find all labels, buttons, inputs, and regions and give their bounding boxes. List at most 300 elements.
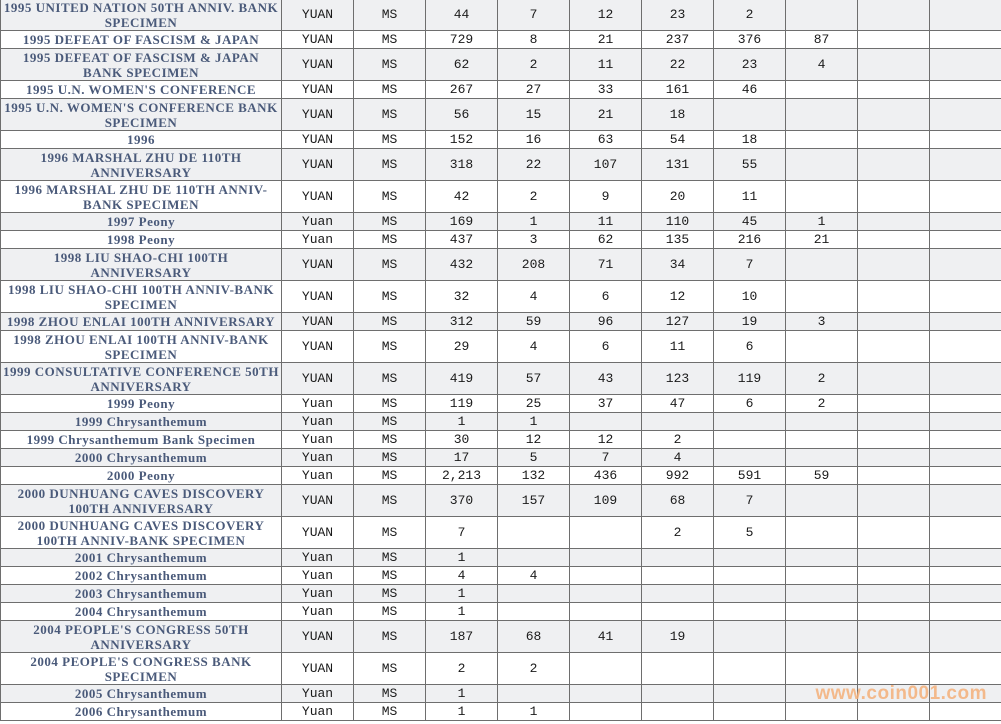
grade-count-cell: [570, 567, 642, 585]
grade-count-cell: [930, 703, 1001, 721]
grade-count-cell: 110: [642, 213, 714, 231]
grade-cell: MS: [354, 449, 426, 467]
table-row: [1, 449, 1001, 467]
currency-cell: Yuan: [282, 567, 354, 585]
total-count-cell: 29: [426, 331, 498, 363]
grade-count-cell: 132: [498, 467, 570, 485]
total-count-cell: 119: [426, 395, 498, 413]
total-count-cell: 1: [426, 603, 498, 621]
coin-name-cell: 1996 MARSHAL ZHU DE 110TH ANNIV-BANK SPECIMEN: [1, 181, 282, 213]
grade-cell: MS: [354, 549, 426, 567]
table-row: [1, 621, 1001, 653]
grade-count-cell: 10: [714, 281, 786, 313]
coin-name-cell: 2001 Chrysanthemum: [1, 549, 282, 567]
grade-count-cell: 23: [642, 0, 714, 31]
currency-cell: Yuan: [282, 549, 354, 567]
total-count-cell: 370: [426, 485, 498, 517]
grade-count-cell: [930, 331, 1001, 363]
currency-cell: YUAN: [282, 485, 354, 517]
currency-cell: YUAN: [282, 331, 354, 363]
table-row: [1, 31, 1001, 49]
grade-count-cell: [786, 249, 858, 281]
grade-count-cell: [786, 603, 858, 621]
currency-cell: YUAN: [282, 249, 354, 281]
grade-count-cell: 68: [642, 485, 714, 517]
grade-count-cell: [930, 449, 1001, 467]
currency-cell: YUAN: [282, 653, 354, 685]
table-row: [1, 49, 1001, 81]
grade-count-cell: [930, 395, 1001, 413]
grade-count-cell: 2: [498, 653, 570, 685]
table-row: [1, 603, 1001, 621]
total-count-cell: 432: [426, 249, 498, 281]
table-row: [1, 0, 1001, 31]
grade-count-cell: 3: [498, 231, 570, 249]
grade-count-cell: [498, 685, 570, 703]
grade-count-cell: 6: [714, 395, 786, 413]
total-count-cell: 187: [426, 621, 498, 653]
grade-count-cell: [642, 685, 714, 703]
grade-count-cell: 2: [786, 363, 858, 395]
coin-name-cell: 1997 Peony: [1, 213, 282, 231]
table-row: [1, 653, 1001, 685]
table-row: [1, 485, 1001, 517]
grade-cell: MS: [354, 467, 426, 485]
total-count-cell: 17: [426, 449, 498, 467]
grade-count-cell: [930, 0, 1001, 31]
table-row: [1, 363, 1001, 395]
grade-count-cell: [714, 549, 786, 567]
currency-cell: YUAN: [282, 31, 354, 49]
grade-count-cell: [786, 517, 858, 549]
grade-count-cell: [786, 703, 858, 721]
grade-count-cell: [858, 313, 930, 331]
grade-count-cell: 6: [570, 331, 642, 363]
grade-count-cell: 161: [642, 81, 714, 99]
table-row: [1, 213, 1001, 231]
grade-count-cell: [930, 149, 1001, 181]
grade-count-cell: 27: [498, 81, 570, 99]
grade-count-cell: 7: [714, 485, 786, 517]
coin-name-cell: 1999 Chrysanthemum Bank Specimen: [1, 431, 282, 449]
grade-count-cell: 11: [570, 213, 642, 231]
grade-count-cell: 37: [570, 395, 642, 413]
coin-name-cell: 1995 DEFEAT OF FASCISM & JAPAN: [1, 31, 282, 49]
table-row: [1, 313, 1001, 331]
grade-count-cell: 7: [714, 249, 786, 281]
grade-count-cell: [714, 431, 786, 449]
grade-count-cell: [930, 467, 1001, 485]
grade-count-cell: 62: [570, 231, 642, 249]
currency-cell: YUAN: [282, 99, 354, 131]
grade-count-cell: 237: [642, 31, 714, 49]
grade-count-cell: 11: [570, 49, 642, 81]
grade-count-cell: [714, 585, 786, 603]
grade-count-cell: [858, 0, 930, 31]
grade-count-cell: [858, 231, 930, 249]
grade-count-cell: [714, 99, 786, 131]
coin-name-cell: 1998 ZHOU ENLAI 100TH ANNIVERSARY: [1, 313, 282, 331]
grade-count-cell: [930, 485, 1001, 517]
grade-count-cell: [858, 31, 930, 49]
grade-count-cell: [858, 449, 930, 467]
grade-count-cell: [930, 131, 1001, 149]
grade-count-cell: [714, 621, 786, 653]
grade-count-cell: 45: [714, 213, 786, 231]
grade-count-cell: [858, 703, 930, 721]
coin-name-cell: 2000 DUNHUANG CAVES DISCOVERY 100TH ANNIV-BANK SPECIMEN: [1, 517, 282, 549]
grade-count-cell: [858, 281, 930, 313]
grade-count-cell: 5: [714, 517, 786, 549]
coin-name-cell: 2006 Chrysanthemum: [1, 703, 282, 721]
total-count-cell: 1: [426, 703, 498, 721]
grade-count-cell: 6: [714, 331, 786, 363]
total-count-cell: 7: [426, 517, 498, 549]
grade-count-cell: 1: [498, 413, 570, 431]
grade-count-cell: [930, 81, 1001, 99]
grade-count-cell: 135: [642, 231, 714, 249]
total-count-cell: 44: [426, 0, 498, 31]
grade-count-cell: 2: [714, 0, 786, 31]
watermark: www.coin001.com: [815, 683, 987, 704]
total-count-cell: 1: [426, 685, 498, 703]
grade-count-cell: [570, 549, 642, 567]
grade-count-cell: 4: [498, 281, 570, 313]
currency-cell: Yuan: [282, 413, 354, 431]
coin-name-cell: 1998 Peony: [1, 231, 282, 249]
grade-count-cell: [570, 653, 642, 685]
grade-count-cell: 107: [570, 149, 642, 181]
grade-count-cell: 21: [786, 231, 858, 249]
grade-count-cell: 22: [642, 49, 714, 81]
grade-count-cell: [858, 213, 930, 231]
grade-count-cell: [930, 249, 1001, 281]
total-count-cell: 2,213: [426, 467, 498, 485]
grade-cell: MS: [354, 567, 426, 585]
total-count-cell: 1: [426, 549, 498, 567]
grade-count-cell: [714, 567, 786, 585]
grade-count-cell: 12: [498, 431, 570, 449]
grade-cell: MS: [354, 431, 426, 449]
grade-count-cell: 2: [642, 431, 714, 449]
currency-cell: Yuan: [282, 231, 354, 249]
total-count-cell: 1: [426, 585, 498, 603]
grade-count-cell: 41: [570, 621, 642, 653]
grade-cell: MS: [354, 485, 426, 517]
coin-name-cell: 2005 Chrysanthemum: [1, 685, 282, 703]
grade-count-cell: [570, 517, 642, 549]
grade-count-cell: [642, 585, 714, 603]
grade-count-cell: [786, 431, 858, 449]
grade-count-cell: 68: [498, 621, 570, 653]
table-row: [1, 331, 1001, 363]
coin-name-cell: 2002 Chrysanthemum: [1, 567, 282, 585]
total-count-cell: 2: [426, 653, 498, 685]
grade-count-cell: [786, 99, 858, 131]
total-count-cell: 30: [426, 431, 498, 449]
currency-cell: Yuan: [282, 431, 354, 449]
coin-name-cell: 1995 U.N. WOMEN'S CONFERENCE: [1, 81, 282, 99]
grade-count-cell: 109: [570, 485, 642, 517]
grade-count-cell: [858, 431, 930, 449]
grade-cell: MS: [354, 413, 426, 431]
grade-count-cell: [570, 413, 642, 431]
currency-cell: YUAN: [282, 0, 354, 31]
grade-count-cell: [714, 449, 786, 467]
grade-cell: MS: [354, 149, 426, 181]
grade-count-cell: 4: [642, 449, 714, 467]
grade-count-cell: [786, 413, 858, 431]
grade-count-cell: 20: [642, 181, 714, 213]
grade-count-cell: [570, 585, 642, 603]
grade-count-cell: 1: [786, 213, 858, 231]
currency-cell: Yuan: [282, 467, 354, 485]
grade-count-cell: [714, 603, 786, 621]
coin-name-cell: 2000 DUNHUANG CAVES DISCOVERY 100TH ANNIVERSARY: [1, 485, 282, 517]
grade-count-cell: 16: [498, 131, 570, 149]
grade-count-cell: [858, 467, 930, 485]
grade-count-cell: 123: [642, 363, 714, 395]
table-row: [1, 413, 1001, 431]
grade-count-cell: [714, 703, 786, 721]
grade-count-cell: 2: [498, 49, 570, 81]
grade-count-cell: [786, 81, 858, 99]
grade-count-cell: [930, 585, 1001, 603]
coin-name-cell: 2000 Peony: [1, 467, 282, 485]
total-count-cell: 318: [426, 149, 498, 181]
currency-cell: Yuan: [282, 449, 354, 467]
grade-count-cell: 4: [786, 49, 858, 81]
grade-count-cell: 4: [498, 331, 570, 363]
coin-name-cell: 1999 Peony: [1, 395, 282, 413]
grade-count-cell: [642, 413, 714, 431]
grade-count-cell: 6: [570, 281, 642, 313]
grade-count-cell: [930, 49, 1001, 81]
grade-count-cell: [858, 363, 930, 395]
grade-count-cell: 59: [786, 467, 858, 485]
grade-count-cell: [930, 621, 1001, 653]
grade-count-cell: [930, 99, 1001, 131]
grade-count-cell: 22: [498, 149, 570, 181]
grade-count-cell: [498, 585, 570, 603]
table-row: [1, 249, 1001, 281]
grade-count-cell: [858, 517, 930, 549]
grade-count-cell: 1: [498, 703, 570, 721]
grade-count-cell: [498, 549, 570, 567]
grade-count-cell: [858, 131, 930, 149]
grade-count-cell: 376: [714, 31, 786, 49]
grade-count-cell: [930, 363, 1001, 395]
grade-cell: MS: [354, 585, 426, 603]
coin-name-cell: 2004 PEOPLE'S CONGRESS 50TH ANNIVERSARY: [1, 621, 282, 653]
grade-count-cell: [786, 149, 858, 181]
currency-cell: YUAN: [282, 131, 354, 149]
total-count-cell: 729: [426, 31, 498, 49]
grade-count-cell: 19: [642, 621, 714, 653]
grade-cell: MS: [354, 517, 426, 549]
grade-count-cell: [858, 549, 930, 567]
grade-count-cell: 21: [570, 31, 642, 49]
grade-count-cell: [714, 653, 786, 685]
grade-count-cell: 119: [714, 363, 786, 395]
grade-count-cell: [498, 517, 570, 549]
grade-count-cell: [858, 485, 930, 517]
currency-cell: YUAN: [282, 621, 354, 653]
grade-count-cell: [714, 413, 786, 431]
grade-count-cell: 71: [570, 249, 642, 281]
grade-count-cell: 436: [570, 467, 642, 485]
table-row: [1, 567, 1001, 585]
grade-count-cell: 87: [786, 31, 858, 49]
grade-cell: MS: [354, 313, 426, 331]
total-count-cell: 152: [426, 131, 498, 149]
coin-name-cell: 1995 UNITED NATION 50TH ANNIV. BANK SPECIMEN: [1, 0, 282, 31]
total-count-cell: 32: [426, 281, 498, 313]
currency-cell: YUAN: [282, 363, 354, 395]
grade-count-cell: 15: [498, 99, 570, 131]
grade-count-cell: [858, 653, 930, 685]
grade-cell: MS: [354, 281, 426, 313]
currency-cell: YUAN: [282, 517, 354, 549]
currency-cell: YUAN: [282, 81, 354, 99]
grade-count-cell: 8: [498, 31, 570, 49]
grade-cell: MS: [354, 181, 426, 213]
grade-count-cell: 7: [570, 449, 642, 467]
grade-count-cell: [858, 149, 930, 181]
grade-count-cell: [642, 549, 714, 567]
grade-count-cell: [570, 603, 642, 621]
grade-count-cell: [570, 703, 642, 721]
grade-count-cell: 23: [714, 49, 786, 81]
grade-count-cell: 131: [642, 149, 714, 181]
grade-count-cell: [858, 585, 930, 603]
currency-cell: Yuan: [282, 213, 354, 231]
grade-cell: MS: [354, 249, 426, 281]
grade-count-cell: 7: [498, 0, 570, 31]
grade-count-cell: [858, 249, 930, 281]
grade-count-cell: 96: [570, 313, 642, 331]
total-count-cell: 437: [426, 231, 498, 249]
grade-count-cell: [858, 567, 930, 585]
coin-name-cell: 1998 LIU SHAO-CHI 100TH ANNIV-BANK SPECIMEN: [1, 281, 282, 313]
coin-name-cell: 1998 ZHOU ENLAI 100TH ANNIV-BANK SPECIMEN: [1, 331, 282, 363]
grade-count-cell: 11: [642, 331, 714, 363]
grade-count-cell: [786, 585, 858, 603]
grade-count-cell: [930, 213, 1001, 231]
grade-count-cell: [930, 603, 1001, 621]
grade-count-cell: 63: [570, 131, 642, 149]
total-count-cell: 56: [426, 99, 498, 131]
grade-count-cell: [786, 653, 858, 685]
grade-count-cell: 18: [642, 99, 714, 131]
grade-count-cell: [642, 653, 714, 685]
grade-count-cell: [930, 313, 1001, 331]
grade-count-cell: 25: [498, 395, 570, 413]
table-row: [1, 585, 1001, 603]
table-row: [1, 149, 1001, 181]
table-row: [1, 81, 1001, 99]
grade-count-cell: 47: [642, 395, 714, 413]
currency-cell: YUAN: [282, 181, 354, 213]
coin-name-cell: 1995 DEFEAT OF FASCISM & JAPAN BANK SPECIMEN: [1, 49, 282, 81]
currency-cell: Yuan: [282, 703, 354, 721]
grade-count-cell: [642, 567, 714, 585]
table-row: [1, 99, 1001, 131]
grade-count-cell: 55: [714, 149, 786, 181]
grade-count-cell: [786, 449, 858, 467]
grade-count-cell: [858, 621, 930, 653]
grade-cell: MS: [354, 621, 426, 653]
total-count-cell: 169: [426, 213, 498, 231]
grade-count-cell: [858, 395, 930, 413]
grade-cell: MS: [354, 685, 426, 703]
table-row: [1, 181, 1001, 213]
grade-count-cell: 59: [498, 313, 570, 331]
grade-count-cell: [786, 181, 858, 213]
grade-count-cell: [930, 231, 1001, 249]
grade-count-cell: [786, 0, 858, 31]
grade-count-cell: 3: [786, 313, 858, 331]
grade-count-cell: 21: [570, 99, 642, 131]
currency-cell: YUAN: [282, 49, 354, 81]
grade-count-cell: 9: [570, 181, 642, 213]
grade-count-cell: 34: [642, 249, 714, 281]
grade-count-cell: 54: [642, 131, 714, 149]
grade-count-cell: 11: [714, 181, 786, 213]
total-count-cell: 267: [426, 81, 498, 99]
currency-cell: Yuan: [282, 603, 354, 621]
grade-cell: MS: [354, 363, 426, 395]
grade-count-cell: 127: [642, 313, 714, 331]
grade-count-cell: 216: [714, 231, 786, 249]
grade-count-cell: [930, 413, 1001, 431]
grade-cell: MS: [354, 231, 426, 249]
grade-cell: MS: [354, 603, 426, 621]
grade-cell: MS: [354, 703, 426, 721]
grade-count-cell: [930, 31, 1001, 49]
grade-count-cell: [786, 549, 858, 567]
total-count-cell: 312: [426, 313, 498, 331]
grade-count-cell: 2: [642, 517, 714, 549]
table-row: [1, 467, 1001, 485]
table-row: [1, 231, 1001, 249]
grade-count-cell: [786, 621, 858, 653]
grade-count-cell: 12: [570, 431, 642, 449]
table-row: [1, 517, 1001, 549]
table-row: [1, 281, 1001, 313]
table-row: [1, 395, 1001, 413]
total-count-cell: 42: [426, 181, 498, 213]
grade-cell: MS: [354, 0, 426, 31]
coin-name-cell: 1998 LIU SHAO-CHI 100TH ANNIVERSARY: [1, 249, 282, 281]
currency-cell: YUAN: [282, 313, 354, 331]
grade-count-cell: 157: [498, 485, 570, 517]
currency-cell: Yuan: [282, 685, 354, 703]
total-count-cell: 62: [426, 49, 498, 81]
coin-name-cell: 2004 Chrysanthemum: [1, 603, 282, 621]
grade-count-cell: 57: [498, 363, 570, 395]
grade-cell: MS: [354, 49, 426, 81]
grade-count-cell: 992: [642, 467, 714, 485]
grade-count-cell: [786, 485, 858, 517]
grade-count-cell: [498, 603, 570, 621]
grade-cell: MS: [354, 81, 426, 99]
table-row: [1, 431, 1001, 449]
currency-cell: YUAN: [282, 149, 354, 181]
coin-name-cell: 1996 MARSHAL ZHU DE 110TH ANNIVERSARY: [1, 149, 282, 181]
coin-name-cell: 1999 CONSULTATIVE CONFERENCE 50TH ANNIVERSARY: [1, 363, 282, 395]
grade-count-cell: 12: [642, 281, 714, 313]
